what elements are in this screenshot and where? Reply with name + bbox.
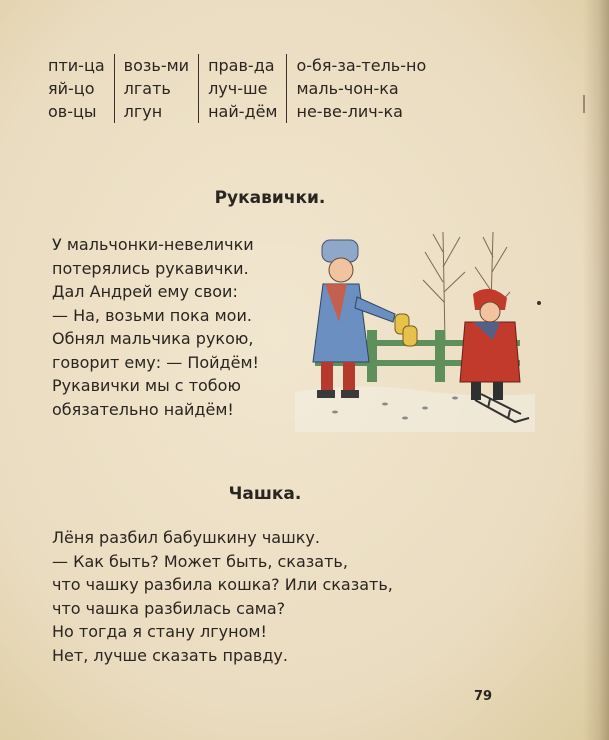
story-line: Нет, лучше сказать правду.	[52, 645, 288, 665]
story-cup	[52, 526, 393, 667]
boy-in-blue-coat	[313, 240, 395, 398]
page-number: 79	[474, 689, 493, 704]
syllable-word: лгун	[123, 102, 163, 121]
story-line: что чашка разбилась сама?	[52, 598, 286, 618]
poem-line: Дал Андрей ему свои:	[52, 282, 238, 301]
poem-line: Рукавички мы с тобою	[52, 376, 241, 395]
syllable-column-4	[286, 54, 435, 123]
poem-line: потерялись рукавички.	[52, 258, 249, 278]
poem-line: говорит ему: — Пойдём!	[52, 352, 259, 372]
syllable-word: не-ве-лич-ка	[296, 102, 403, 121]
syllable-word: маль-чон-ка	[296, 79, 399, 98]
syllable-table	[48, 54, 435, 123]
page-spine-shadow	[583, 0, 609, 740]
syllable-column-1	[48, 54, 114, 123]
syllable-word: прав-да	[208, 56, 275, 75]
poem-line: Обнял мальчика рукою,	[52, 329, 254, 348]
syllable-word: луч-ше	[208, 79, 268, 98]
story-line: — Как быть? Может быть, сказать,	[52, 551, 348, 571]
story-line: Но тогда я стану лгуном!	[52, 622, 267, 641]
poem-line: обязательно найдём!	[52, 399, 234, 419]
poem-line: — На, возьми пока мои.	[52, 305, 252, 325]
syllable-word: пти-ца	[48, 56, 105, 75]
child-in-red-coat	[460, 289, 520, 400]
syllable-column-2	[114, 54, 198, 123]
poem-line: У мальчонки-невелички	[52, 235, 254, 254]
margin-mark	[583, 95, 585, 113]
story-line: Лёня разбил бабушкину чашку.	[52, 528, 320, 547]
syllable-word: лгать	[123, 79, 171, 98]
winter-children-illustration	[295, 222, 535, 432]
syllable-word: о-бя-за-тель-но	[296, 56, 427, 75]
syllable-column-3	[198, 54, 286, 123]
poem-title-cup: Чашка.	[228, 484, 302, 504]
syllable-word: най-дём	[208, 102, 278, 121]
syllable-word: яй-цо	[48, 79, 95, 98]
poem-mittens	[52, 233, 259, 421]
story-line: что чашку разбила кошка? Или сказать,	[52, 575, 393, 594]
ink-dot	[537, 301, 541, 305]
poem-title-mittens: Рукавички.	[214, 188, 326, 208]
syllable-word: возь-ми	[123, 56, 190, 75]
syllable-word: ов-цы	[48, 102, 97, 121]
